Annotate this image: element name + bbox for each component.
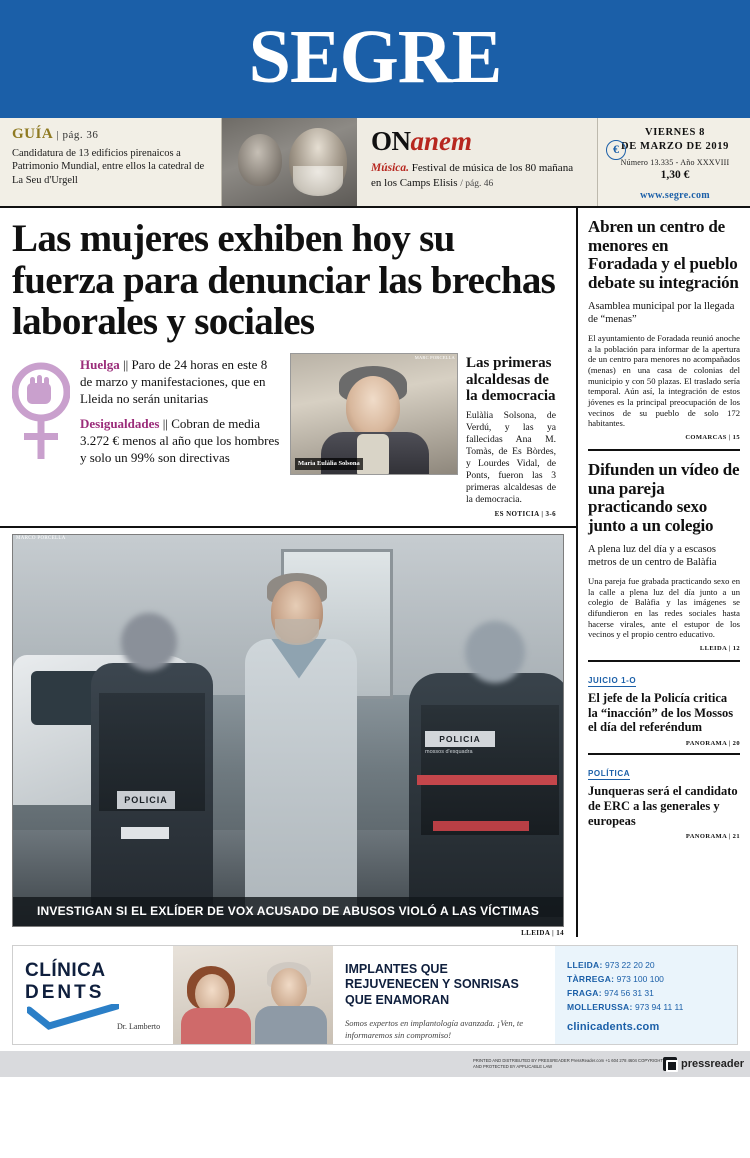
officer-left-patch: POLICIA — [117, 791, 175, 809]
page-body — [0, 208, 750, 937]
detainee-body — [245, 639, 357, 915]
onanem-text — [357, 118, 597, 206]
ad-contact-2-phone: 974 56 31 31 — [604, 987, 654, 998]
secondary-article-body: Eulàlia Solsona, de Verdú, y las ya fallecidas Ana M. Tomàs, de Es Bòrdes, y Lourdes Vidal, de Ponts, fueron las 3 primeras alcaldesas de la democracia. — [466, 409, 556, 505]
secondary-photo-credit: MARC PORCELLA — [414, 355, 455, 361]
ad-contact-1-phone: 973 100 100 — [616, 973, 664, 984]
onanem-teaser[interactable] — [222, 118, 598, 206]
lead-bullet-1-label: Desigualdades — [80, 415, 160, 431]
sidebar-brief-1[interactable] — [578, 755, 750, 846]
ad-man-body — [255, 1006, 327, 1044]
photo-figure-left — [238, 134, 282, 186]
edition-date: DE MARZO DE 2019 — [621, 140, 729, 152]
guia-text: Candidatura de 13 edificios pirenaicos a Patrimonio Mundial, entre ellos la catedral de La Seu d'Urgell — [12, 148, 205, 186]
sidebar-article-1-lede: A plena luz del día y a escasos metros de un centro de Balàfia — [588, 543, 717, 568]
lead-subsection — [0, 349, 576, 527]
sidebar-article-0-body: El ayuntamiento de Foradada reunió anoche a la población para informar de la apertura de un centro para menores no acompañados (menas) en una casa de colonias del municipio y con 50 plazas. El traslado sería temporal. Aún así, la integración de estos jóvenes es la principal preocupación de los vecinos de su pueblo de solo 172 habitantes. — [588, 333, 740, 429]
officer-right-patch: POLICIA — [425, 731, 495, 747]
pressreader-brand-label: pressreader — [681, 1057, 744, 1070]
sidebar-article-0-ref: COMARCAS | 15 — [685, 433, 740, 441]
ad-photo — [173, 946, 333, 1044]
secondary-article-ref: ES NOTICIA | 3-6 — [494, 509, 556, 518]
newspaper-title: SEGRE — [248, 15, 502, 99]
ad-copy — [333, 946, 555, 1044]
pressreader-logo-icon — [663, 1057, 677, 1071]
ad-headline: IMPLANTES QUE REJUVENECEN Y SONRISAS QUE ENAMORAN — [345, 961, 519, 1007]
edition-info — [598, 118, 750, 206]
ad-contacts — [555, 946, 737, 1044]
main-photo-credit: MARCO PORCELLA — [16, 535, 66, 541]
blue-check-mark-icon — [27, 1004, 119, 1030]
lead-bullets — [78, 353, 290, 517]
ad-contact-0[interactable] — [567, 958, 729, 972]
bottom-advertisement[interactable] — [12, 945, 738, 1045]
officer-left-patch-strip — [121, 827, 169, 839]
lead-bullet-0-sep: || — [122, 357, 129, 373]
officer-right-head-blurred — [465, 621, 525, 683]
sidebar-article-0-lede: Asamblea municipal por la llegada de “menas” — [588, 300, 735, 325]
main-column — [0, 208, 578, 937]
lead-bullet-0 — [80, 357, 280, 408]
sidebar-article-1-headline: Difunden un vídeo de una pareja practicando sexo junto a un colegio — [588, 459, 740, 535]
onanem-logo — [371, 128, 585, 155]
sidebar-brief-0[interactable] — [578, 662, 750, 753]
edition-weekday: VIERNES 8 — [645, 127, 705, 138]
footer-legal-text: PRINTED AND DISTRIBUTED BY PRESSREADER PressReader.com +1 604 278 4604 COPYRIGHT AND PROTECTED BY APPLICABLE LAW — [473, 1057, 663, 1069]
sidebar-brief-1-kicker: POLÍTICA — [588, 769, 631, 779]
guia-label: GUÍA — [12, 126, 53, 142]
ad-contact-1[interactable] — [567, 972, 729, 986]
officer-right-patch-sub: mossos d'esquadra — [425, 748, 473, 755]
onanem-section: Música. — [371, 162, 410, 174]
ad-contact-0-city: LLEIDA: — [567, 959, 603, 970]
main-photo-caption: INVESTIGAN SI EL EXLÍDER DE VOX ACUSADO DE ABUSOS VIOLÓ A LAS VÍCTIMAS — [13, 897, 563, 926]
top-strip — [0, 118, 750, 208]
ad-brand-line1: CLÍNICA — [25, 959, 106, 981]
ad-woman-body — [181, 1008, 251, 1044]
sidebar-brief-0-ref: PANORAMA | 20 — [685, 740, 740, 748]
sidebar-brief-1-headline: Junqueras será el candidato de ERC a las generales y europeas — [588, 784, 738, 828]
euro-icon: € — [606, 140, 626, 160]
lead-bullet-1-sep: || — [162, 415, 168, 431]
pressreader-footer — [0, 1051, 750, 1077]
sidebar-article-1-body: Una pareja fue grabada practicando sexo en la calle a plena luz del día junto a un colegio de Balàfia y las imágenes se difundieron en las redes sociales hasta hacerse virales, ante el estupor de los vecinos y el propio centro educativo. — [588, 575, 740, 640]
sidebar-article-1[interactable] — [578, 451, 750, 660]
guia-teaser[interactable] — [0, 118, 222, 206]
lead-headline-block[interactable] — [0, 208, 576, 349]
officer-right-strap — [417, 775, 557, 785]
lead-bullet-1-text: Cobran de media 3.272 € menos al año que los hombres y solo un 99% son directivas — [80, 415, 280, 465]
edition-price: 1,30 € — [660, 169, 690, 182]
venus-fist-symbol-icon — [12, 353, 78, 517]
ad-man-face — [271, 968, 307, 1010]
onanem-photo — [222, 118, 357, 206]
main-photo[interactable] — [12, 534, 564, 927]
sidebar-article-0[interactable] — [578, 208, 750, 449]
ad-contact-1-city: TÀRREGA: — [567, 973, 615, 984]
guia-page: | pág. 36 — [56, 129, 99, 141]
detainee-beard — [275, 619, 319, 645]
sidebar-brief-0-headline: El jefe de la Policía critica la “inacción” de los Mossos el día del referéndum — [588, 690, 734, 735]
masthead — [0, 0, 750, 118]
ad-subcopy: Somos expertos en implantología avanzada. ¡Ven, te informaremos sin compromiso! — [345, 1018, 524, 1040]
ad-doctor-name: Dr. Lamberto — [117, 1021, 161, 1031]
lead-bullet-1 — [80, 416, 280, 467]
ad-contact-2[interactable] — [567, 986, 729, 1000]
officer-left-head-blurred — [121, 613, 177, 671]
lead-bullet-0-text: Paro de 24 horas en este 8 de marzo y manifestaciones, que en Lleida no serán unitarias — [80, 357, 268, 406]
officer-right-strap-lower — [433, 821, 529, 831]
officer-right-vest — [421, 705, 559, 835]
secondary-photo-caption: Maria Eulàlia Solsona — [295, 458, 363, 470]
pressreader-brand[interactable] — [663, 1057, 744, 1071]
ad-brand — [13, 946, 173, 1044]
secondary-article-headline: Las primeras alcaldesas de la democracia — [466, 355, 556, 405]
ad-contact-3-city: MOLLERUSSA: — [567, 1001, 633, 1012]
sidebar-brief-1-ref: PANORAMA | 21 — [685, 833, 740, 841]
secondary-article[interactable] — [290, 353, 566, 517]
sidebar-article-0-headline: Abren un centro de menores en Foradada y el pueblo debate su integración — [588, 217, 739, 293]
ad-contact-2-city: FRAGA: — [567, 987, 602, 998]
sidebar-brief-0-kicker: JUICIO 1-O — [588, 675, 637, 685]
ad-contact-3[interactable] — [567, 1000, 729, 1014]
website-link[interactable]: www.segre.com — [640, 190, 710, 202]
lead-bullet-0-label: Huelga — [80, 357, 120, 373]
photo-figure-beard — [293, 166, 343, 196]
edition-number: Número 13.335 - Año XXXVIII — [620, 158, 730, 168]
ad-contact-3-phone: 973 94 11 11 — [635, 1001, 684, 1012]
onanem-on: ON — [371, 126, 411, 156]
secondary-article-photo — [290, 353, 458, 475]
main-photo-ref: LLEIDA | 14 — [521, 928, 564, 937]
onanem-page: / pág. 46 — [460, 178, 494, 189]
sidebar-article-1-ref: LLEIDA | 12 — [699, 644, 740, 652]
sidebar-column — [578, 208, 750, 937]
onanem-copy: Festival de música de los 80 mañana en los Camps Elisis — [371, 162, 574, 189]
onanem-anem: anem — [410, 126, 473, 156]
lead-headline: Las mujeres exhiben hoy su fuerza para denunciar las brechas laborales y sociales — [12, 217, 556, 344]
ad-contact-0-phone: 973 22 20 20 — [605, 959, 655, 970]
ad-website[interactable]: clinicadents.com — [567, 1020, 660, 1033]
secondary-article-text — [458, 353, 566, 517]
onanem-body — [371, 161, 585, 190]
guia-kicker — [12, 126, 211, 143]
ad-brand-line2: DENTS — [25, 981, 105, 1003]
portrait-face — [346, 376, 400, 438]
